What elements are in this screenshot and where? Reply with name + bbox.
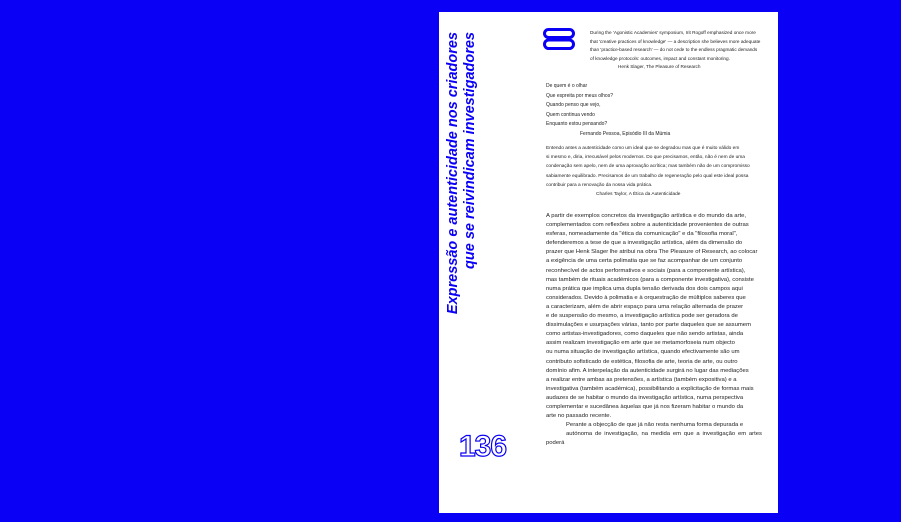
- body-line: complementados com reflexões sobre a autenticidade provenientes de outras: [546, 222, 749, 229]
- poem-citation: Fernando Pessoa, Episódio III da Múmia: [580, 130, 671, 137]
- body-line: e de suspensão do mesmo, a investigação artística pode ser geradora de: [546, 313, 738, 320]
- body-line: prazer que Henk Slager lhe atribui na obra The Pleasure of Research, ao colocar: [546, 249, 758, 256]
- epigraph-citation: Charles Taylor, A Ética da Autenticidade: [596, 192, 681, 198]
- body-line: complementar e sucedânea àquelas que já nos fizeram habitar o mundo da: [546, 403, 744, 410]
- chapter-number-text: 8: [543, 28, 544, 29]
- body-line: numa prática que implica uma dupla tensão derivada dos dois campos aqui: [546, 285, 743, 292]
- body-line: dissimulações e usurpações várias, tanto por parte daqueles que se assumem: [546, 322, 751, 329]
- epigraph-line: Entendo antes a autenticidade como um ideal que se degradou mas que é muito válido em: [546, 146, 740, 151]
- epigraph-line: si mesmo e, diria, irrecusável pelos modernos. Do que precisamos, então, não é nem de uma: [546, 155, 745, 161]
- body-line: autónoma de investigação, na medida em que a investigação em artes poderá: [546, 431, 762, 447]
- body-text: [546, 212, 762, 448]
- epigraph-line: of knowledge protocols: outcomes, impact and constant monitoring.: [590, 55, 730, 61]
- body-line: domínio afim. A interpelação da autenticidade surgirá no lugar das mediações: [546, 367, 749, 374]
- epigraph-slager: [590, 29, 768, 72]
- body-line: contributo sofisticado de estética, filosofia de arte, teoria de arte, ou outro: [546, 358, 738, 365]
- epigraph-line: condenação sem apelo, nem de uma aprovação acrítica; mas também não de um compromisso: [546, 164, 750, 170]
- body-line: A partir de exemplos concretos da investigação artística e do mundo da arte,: [546, 213, 747, 219]
- page-number: 136: [459, 430, 507, 463]
- chapter-number-graphic: [543, 28, 575, 50]
- chapter-title-line-1: Expressão e autenticidade nos criadores: [445, 32, 461, 315]
- body-paragraph-2: [546, 421, 762, 448]
- body-line: como artistas-investigadores, como daqueles que não sendo artistas, ainda: [546, 331, 744, 338]
- epigraph-line: than 'practice-based research' — do not cede to the endless pragmatic demands: [590, 47, 758, 52]
- body-line: esferas, nomeadamente da "ética da comunicação" e da "filosofia moral",: [546, 231, 738, 238]
- body-line: a caracterizam, além de abrir espaço para uma relação alternada de prazer: [546, 303, 744, 310]
- epigraph-line: contribuir para a renovação da nossa vida prática.: [546, 182, 653, 188]
- body-line: Perante a objecção de que já não resta nenhuma forma depurada e: [566, 422, 744, 429]
- chapter-title-line-2: que se reivindicam investigadores: [462, 32, 478, 269]
- epigraph-line: sabiamente equilibrado. Precisamos de um trabalho de regeneração pelo qual este ideal possa: [546, 173, 749, 179]
- body-line: audazes de se habitar o mundo da investigação artística, numa perspectiva: [546, 394, 744, 401]
- poem-line: Enquanto estou pensando?: [546, 121, 608, 128]
- epigraph-citation: Henk Slager, The Pleasure of Research: [618, 64, 701, 69]
- body-line: assim realizam investigação em arte que se metamorfoseia num objecto: [546, 340, 735, 347]
- poem-line: Quando penso que vejo,: [546, 102, 601, 109]
- chapter-number-loop-top: [545, 30, 574, 38]
- body-line: defenderemos a tese de que a investigação artística, além da dimensão do: [546, 240, 743, 247]
- book-page: [439, 12, 778, 513]
- body-line: ou numa situação de investigação artística, quando efectivamente são um: [546, 349, 740, 356]
- poem-line: Quem continua vendo: [546, 111, 595, 118]
- body-line: a realizar entre ambas as pretensões, a artística (também expositiva) e a: [546, 376, 737, 383]
- epigraph-line: that 'creative practices of knowledge' — a description she believes more adequate: [590, 38, 761, 44]
- chapter-title: [445, 32, 479, 472]
- body-line: a exigência de uma certa polimatia que se faz acompanhar de um conjunto: [546, 258, 743, 265]
- epigraph-pessoa: [546, 82, 746, 140]
- poem-line: De quem é o olhar: [546, 83, 588, 89]
- body-paragraph-1: [546, 212, 762, 421]
- body-line: investigativa (também académica), possibilitando a explicitação de formas mais: [546, 385, 754, 392]
- body-line: mas também de rituais académicos (para a componente investigativa), consiste: [546, 276, 754, 283]
- body-line: considerados. Devido à polimatia e à orquestração de múltiplos saberes que: [546, 294, 746, 301]
- epigraph-taylor: [546, 144, 762, 199]
- body-line: reconhecível de actos performativos e sociais (para a componente artística),: [546, 267, 746, 274]
- poem-line: Que espreita por meus olhos?: [546, 92, 613, 99]
- chapter-number-loop-bottom: [545, 40, 574, 49]
- epigraph-line: During the 'Agonistic Academies' symposium, Irit Rogoff emphasized once more: [590, 30, 756, 35]
- body-line: arte no passado recente.: [546, 413, 612, 420]
